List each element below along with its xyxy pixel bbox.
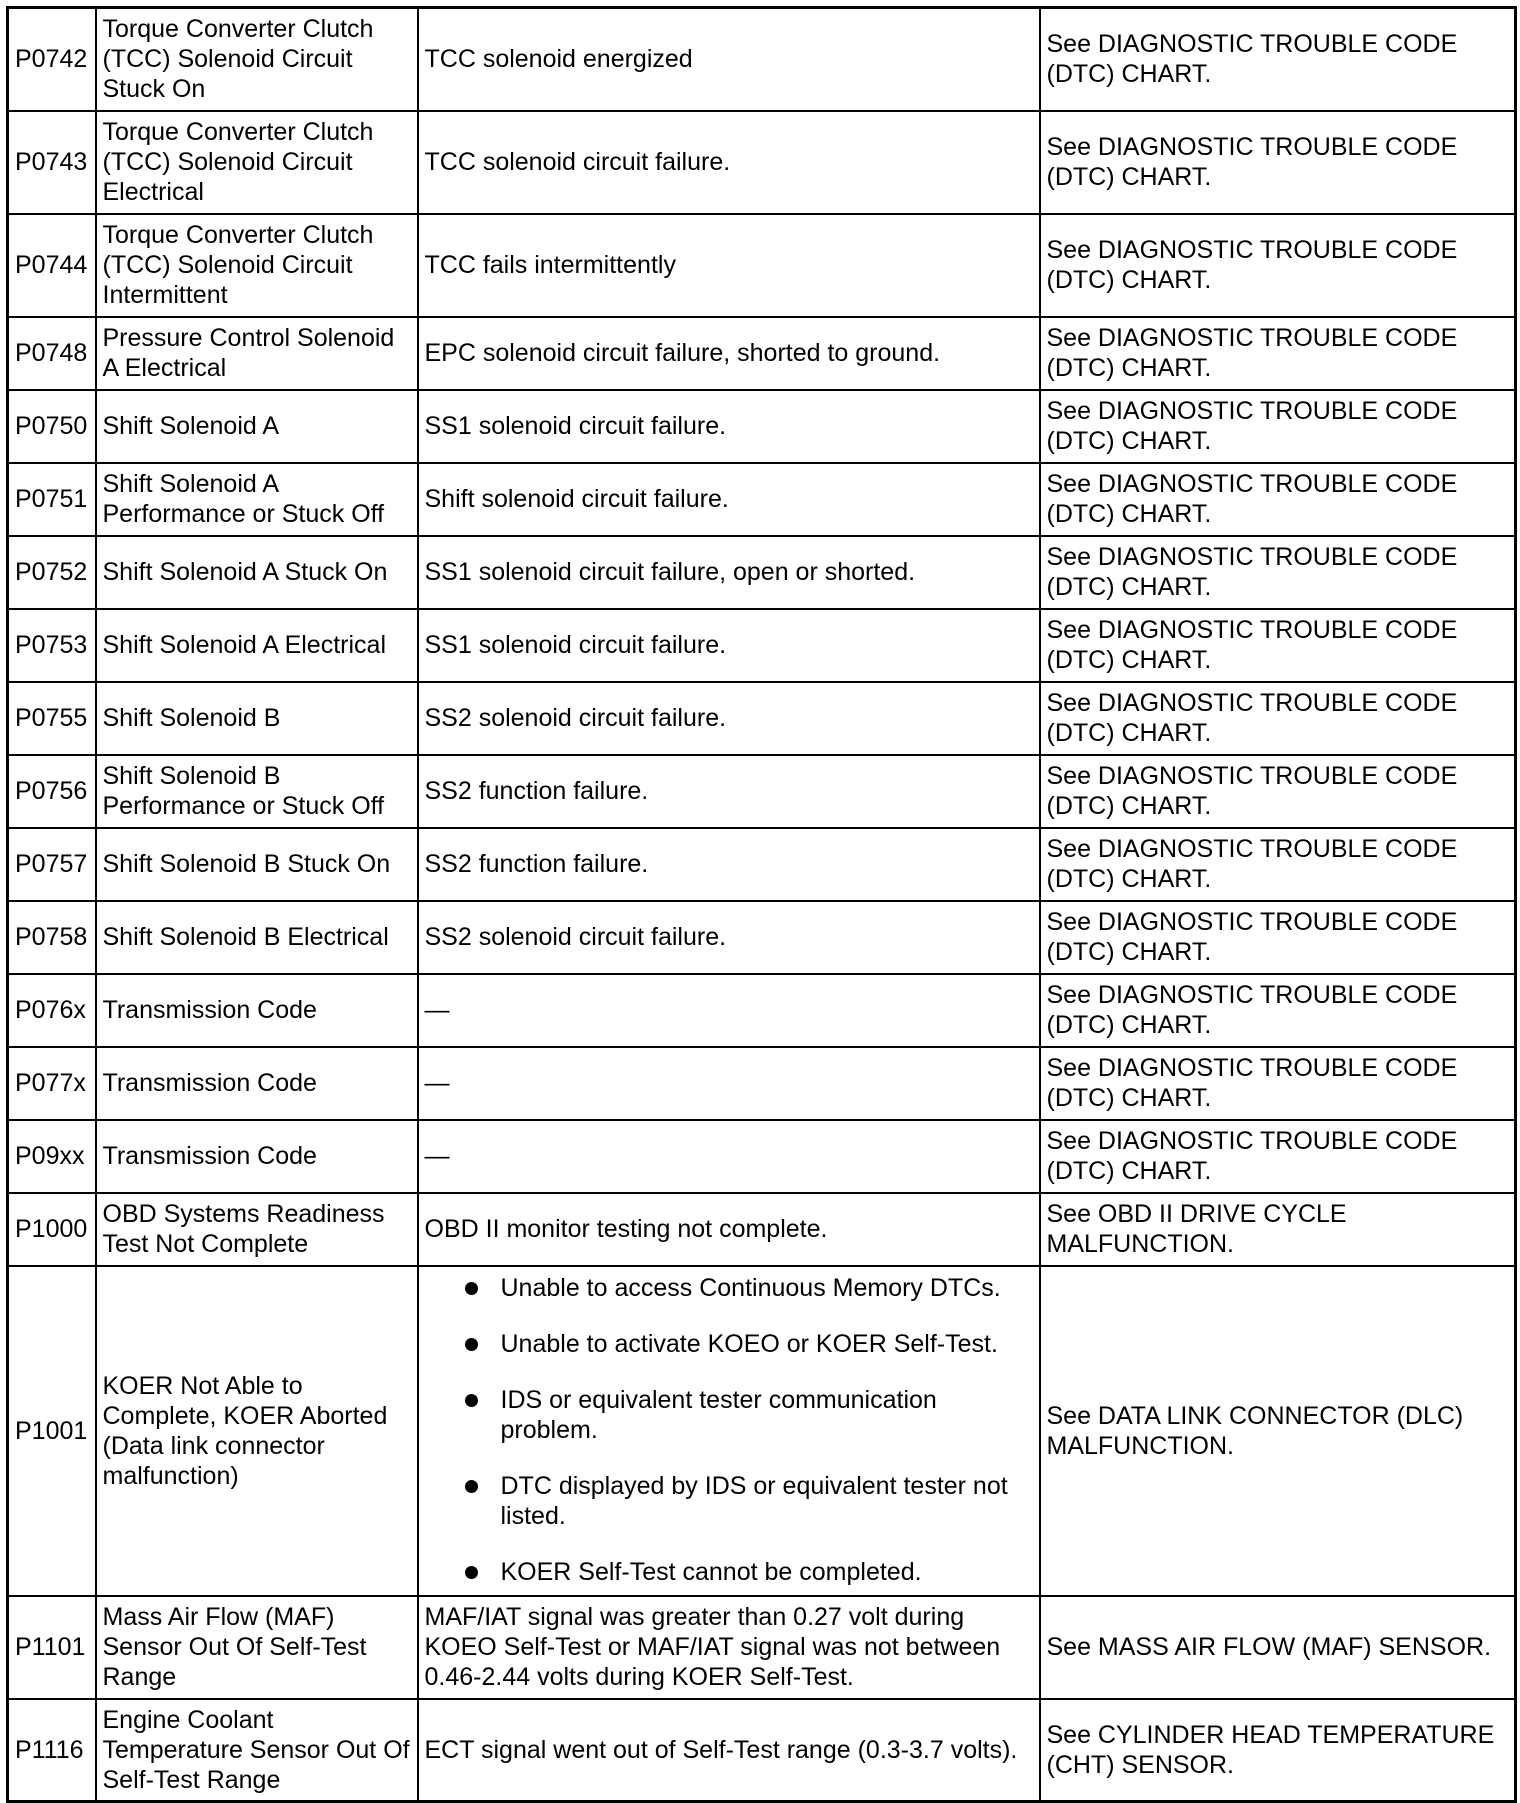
dtc-code: P076x [8, 974, 96, 1047]
list-item-text: Unable to activate KOEO or KOER Self-Test. [500, 1329, 998, 1358]
dtc-description: Transmission Code [96, 1120, 418, 1193]
dtc-code: P0743 [8, 111, 96, 214]
dtc-action: See DIAGNOSTIC TROUBLE CODE (DTC) CHART. [1040, 463, 1516, 536]
dtc-condition [418, 1266, 1040, 1596]
table-row [8, 536, 1516, 609]
dtc-code: P0751 [8, 463, 96, 536]
dtc-condition: MAF/IAT signal was greater than 0.27 volt during KOEO Self-Test or MAF/IAT signal was not between 0.46-2.44 volts during KOER Self-Test. [418, 1596, 1040, 1699]
dtc-description: Shift Solenoid B Electrical [96, 901, 418, 974]
dtc-action: See DIAGNOSTIC TROUBLE CODE (DTC) CHART. [1040, 609, 1516, 682]
dtc-action: See DIAGNOSTIC TROUBLE CODE (DTC) CHART. [1040, 974, 1516, 1047]
list-item [425, 1273, 1033, 1303]
dtc-code: P0744 [8, 214, 96, 317]
dtc-condition: — [418, 1120, 1040, 1193]
dtc-code: P0742 [8, 8, 96, 111]
dtc-code: P1116 [8, 1699, 96, 1802]
dtc-description: Shift Solenoid B [96, 682, 418, 755]
table-row [8, 1047, 1516, 1120]
table-row [8, 1266, 1516, 1596]
table-row [8, 609, 1516, 682]
list-item [425, 1385, 1033, 1445]
dtc-code: P0755 [8, 682, 96, 755]
bullet-icon [465, 1282, 478, 1295]
bullet-icon [465, 1338, 478, 1351]
table-row [8, 1193, 1516, 1266]
dtc-action: See DIAGNOSTIC TROUBLE CODE (DTC) CHART. [1040, 536, 1516, 609]
dtc-condition: SS1 solenoid circuit failure, open or shorted. [418, 536, 1040, 609]
dtc-description: Shift Solenoid A Stuck On [96, 536, 418, 609]
dtc-code: P0748 [8, 317, 96, 390]
dtc-code: P1000 [8, 1193, 96, 1266]
dtc-condition: EPC solenoid circuit failure, shorted to ground. [418, 317, 1040, 390]
dtc-code: P0757 [8, 828, 96, 901]
dtc-action: See DIAGNOSTIC TROUBLE CODE (DTC) CHART. [1040, 111, 1516, 214]
dtc-condition: TCC fails intermittently [418, 214, 1040, 317]
dtc-action: See MASS AIR FLOW (MAF) SENSOR. [1040, 1596, 1516, 1699]
table-row [8, 214, 1516, 317]
dtc-description: Torque Converter Clutch (TCC) Solenoid Circuit Intermittent [96, 214, 418, 317]
dtc-condition: TCC solenoid circuit failure. [418, 111, 1040, 214]
bullet-icon [465, 1566, 478, 1579]
table-row [8, 974, 1516, 1047]
dtc-condition: — [418, 974, 1040, 1047]
dtc-description: Shift Solenoid A [96, 390, 418, 463]
dtc-action: See DATA LINK CONNECTOR (DLC) MALFUNCTION. [1040, 1266, 1516, 1596]
dtc-code: P0758 [8, 901, 96, 974]
dtc-condition: SS2 solenoid circuit failure. [418, 682, 1040, 755]
dtc-description: Mass Air Flow (MAF) Sensor Out Of Self-Test Range [96, 1596, 418, 1699]
dtc-code: P0753 [8, 609, 96, 682]
dtc-action: See DIAGNOSTIC TROUBLE CODE (DTC) CHART. [1040, 317, 1516, 390]
dtc-description: Torque Converter Clutch (TCC) Solenoid Circuit Stuck On [96, 8, 418, 111]
list-item [425, 1557, 1033, 1587]
dtc-condition: SS2 solenoid circuit failure. [418, 901, 1040, 974]
dtc-condition: SS2 function failure. [418, 755, 1040, 828]
dtc-description: Shift Solenoid A Electrical [96, 609, 418, 682]
table-row [8, 755, 1516, 828]
table-row [8, 1699, 1516, 1802]
list-item [425, 1329, 1033, 1359]
dtc-description: OBD Systems Readiness Test Not Complete [96, 1193, 418, 1266]
dtc-code: P1101 [8, 1596, 96, 1699]
dtc-description: Transmission Code [96, 974, 418, 1047]
dtc-condition: OBD II monitor testing not complete. [418, 1193, 1040, 1266]
dtc-condition: SS2 function failure. [418, 828, 1040, 901]
dtc-action: See DIAGNOSTIC TROUBLE CODE (DTC) CHART. [1040, 1120, 1516, 1193]
dtc-action: See DIAGNOSTIC TROUBLE CODE (DTC) CHART. [1040, 390, 1516, 463]
dtc-description: Shift Solenoid A Performance or Stuck Off [96, 463, 418, 536]
dtc-action: See DIAGNOSTIC TROUBLE CODE (DTC) CHART. [1040, 1047, 1516, 1120]
dtc-code: P077x [8, 1047, 96, 1120]
dtc-condition: SS1 solenoid circuit failure. [418, 609, 1040, 682]
dtc-condition: TCC solenoid energized [418, 8, 1040, 111]
dtc-action: See DIAGNOSTIC TROUBLE CODE (DTC) CHART. [1040, 682, 1516, 755]
dtc-action: See DIAGNOSTIC TROUBLE CODE (DTC) CHART. [1040, 214, 1516, 317]
dtc-code: P09xx [8, 1120, 96, 1193]
list-item-text: Unable to access Continuous Memory DTCs. [500, 1273, 1001, 1302]
table-row [8, 682, 1516, 755]
dtc-description: Transmission Code [96, 1047, 418, 1120]
dtc-description: Torque Converter Clutch (TCC) Solenoid Circuit Electrical [96, 111, 418, 214]
dtc-action: See CYLINDER HEAD TEMPERATURE (CHT) SENSOR. [1040, 1699, 1516, 1802]
dtc-description: Pressure Control Solenoid A Electrical [96, 317, 418, 390]
bullet-icon [465, 1480, 478, 1493]
dtc-condition: ECT signal went out of Self-Test range (0.3-3.7 volts). [418, 1699, 1040, 1802]
table-row [8, 463, 1516, 536]
dtc-action: See DIAGNOSTIC TROUBLE CODE (DTC) CHART. [1040, 755, 1516, 828]
dtc-description: KOER Not Able to Complete, KOER Aborted (Data link connector malfunction) [96, 1266, 418, 1596]
list-item-text: KOER Self-Test cannot be completed. [500, 1557, 922, 1586]
list-item-text: IDS or equivalent tester communication problem. [500, 1385, 937, 1444]
table-row [8, 1596, 1516, 1699]
dtc-code: P0750 [8, 390, 96, 463]
table-row [8, 901, 1516, 974]
dtc-action: See OBD II DRIVE CYCLE MALFUNCTION. [1040, 1193, 1516, 1266]
table-row [8, 8, 1516, 111]
dtc-description: Shift Solenoid B Stuck On [96, 828, 418, 901]
dtc-action: See DIAGNOSTIC TROUBLE CODE (DTC) CHART. [1040, 828, 1516, 901]
table-row [8, 390, 1516, 463]
table-row [8, 317, 1516, 390]
list-item [425, 1471, 1033, 1531]
dtc-description: Engine Coolant Temperature Sensor Out Of Self-Test Range [96, 1699, 418, 1802]
dtc-table [6, 6, 1517, 1803]
condition-bullet-list [425, 1273, 1033, 1587]
table-row [8, 111, 1516, 214]
dtc-action: See DIAGNOSTIC TROUBLE CODE (DTC) CHART. [1040, 8, 1516, 111]
dtc-action: See DIAGNOSTIC TROUBLE CODE (DTC) CHART. [1040, 901, 1516, 974]
dtc-code: P0756 [8, 755, 96, 828]
dtc-description: Shift Solenoid B Performance or Stuck Off [96, 755, 418, 828]
dtc-code: P0752 [8, 536, 96, 609]
list-item-text: DTC displayed by IDS or equivalent tester not listed. [500, 1471, 1008, 1530]
dtc-table-body [8, 8, 1516, 1802]
dtc-condition: SS1 solenoid circuit failure. [418, 390, 1040, 463]
dtc-code: P1001 [8, 1266, 96, 1596]
table-row [8, 1120, 1516, 1193]
table-row [8, 828, 1516, 901]
dtc-condition: — [418, 1047, 1040, 1120]
bullet-icon [465, 1394, 478, 1407]
dtc-condition: Shift solenoid circuit failure. [418, 463, 1040, 536]
